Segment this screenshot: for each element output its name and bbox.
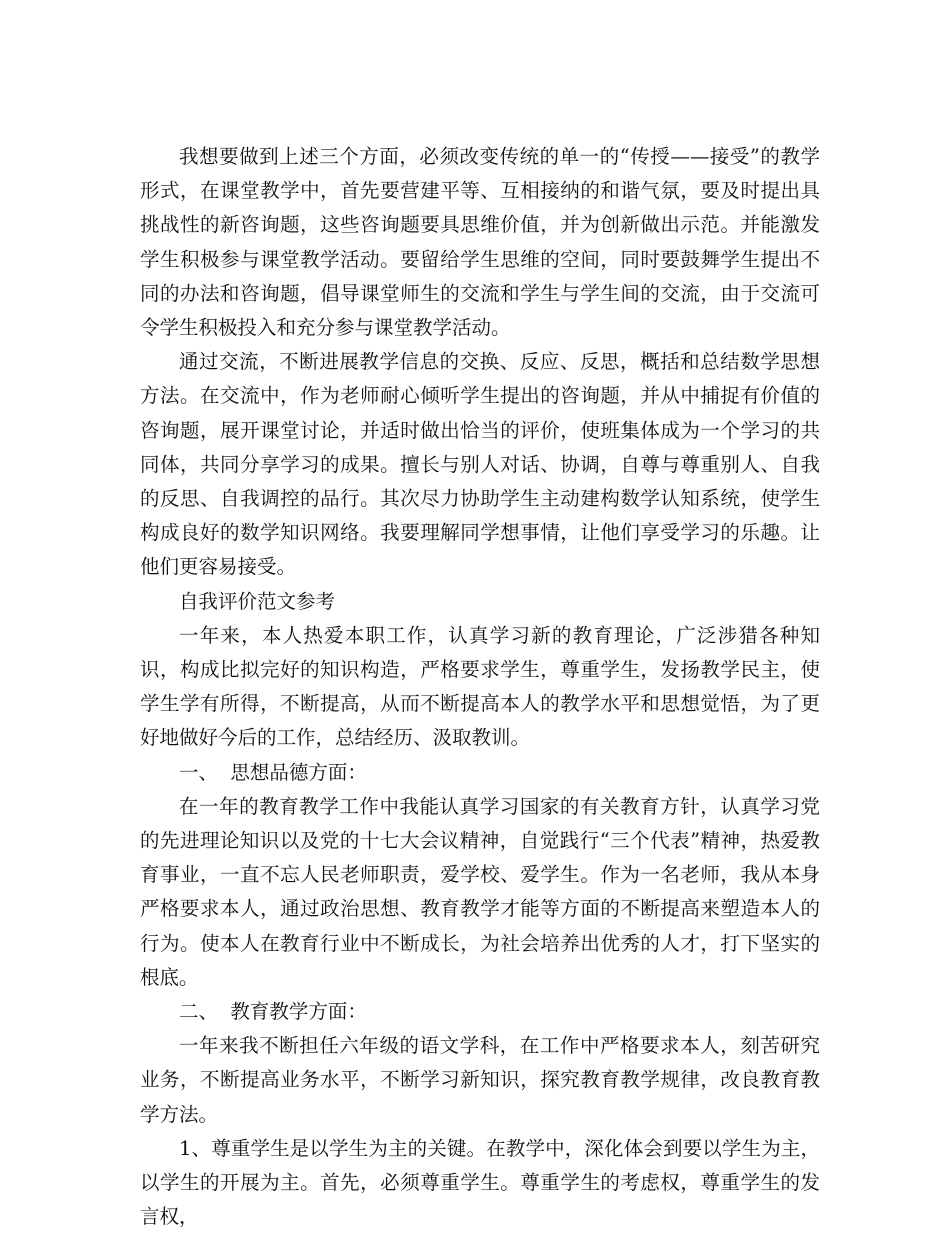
section-heading: 二、 教育教学方面： [179, 1000, 367, 1024]
document-body [140, 140, 820, 1235]
body-paragraph: 我想要做到上述三个方面，必须改变传统的单一的“传授——接受”的教学形式，在课堂教学中，首先要营建平等、互相接纳的和谐气氛，要及时提出具挑战性的新咨询题，这些咨询题要具思维价值，并为创新做出示范。并能激发学生积极参与课堂教学活动。要留给学生思维的空间，同时要鼓舞学生提出不同的办法和咨询题，倡导课堂师生的交流和学生与学生间的交流，由于交流可令学生积极投入和充分参与课堂教学活动。 [140, 145, 820, 340]
section-heading: 一、 思想品德方面： [179, 760, 367, 784]
section-title: 自我评价范文参考 [179, 589, 336, 613]
body-paragraph: 在一年的教育教学工作中我能认真学习国家的有关教育方针，认真学习党的先进理论知识以及党的十七大会议精神，自觉践行“三个代表”精神，热爱教育事业，一直不忘人民老师职责，爱学校、爱学生。作为一名老师，我从本身严格要求本人，通过政治思想、教育教学才能等方面的不断提高来塑造本人的行为。使本人在教育行业中不断成长，为社会培养出优秀的人才，打下坚实的根底。 [140, 794, 820, 989]
body-paragraph: 一年来我不断担任六年级的语文学科，在工作中严格要求本人，刻苦研究业务，不断提高业务水平，不断学习新知识，探究教育教学规律，改良教育教学方法。 [140, 1034, 820, 1126]
body-paragraph: 1、尊重学生是以学生为主的关键。在教学中，深化体会到要以学生为主，以学生的开展为主。首先，必须尊重学生。尊重学生的考虑权，尊重学生的发言权， [140, 1136, 820, 1229]
body-paragraph: 通过交流，不断进展教学信息的交换、反应、反思，概括和总结数学思想方法。在交流中，作为老师耐心倾听学生提出的咨询题，并从中捕捉有价值的咨询题，展开课堂讨论，并适时做出恰当的评价，使班集体成为一个学习的共同体，共同分享学习的成果。擅长与别人对话、协调，自尊与尊重别人、自我的反思、自我调控的品行。其次尽力协助学生主动建构数学认知系统，使学生构成良好的数学知识网络。我要理解同学想事情，让他们享受学习的乐趣。让他们更容易接受。 [140, 350, 820, 579]
body-paragraph: 一年来，本人热爱本职工作，认真学习新的教育理论，广泛涉猎各种知识，构成比拟完好的知识构造，严格要求学生，尊重学生，发扬教学民主，使学生学有所得，不断提高，从而不断提高本人的教学水平和思想觉悟，为了更好地做好今后的工作，总结经历、汲取教训。 [140, 623, 820, 750]
